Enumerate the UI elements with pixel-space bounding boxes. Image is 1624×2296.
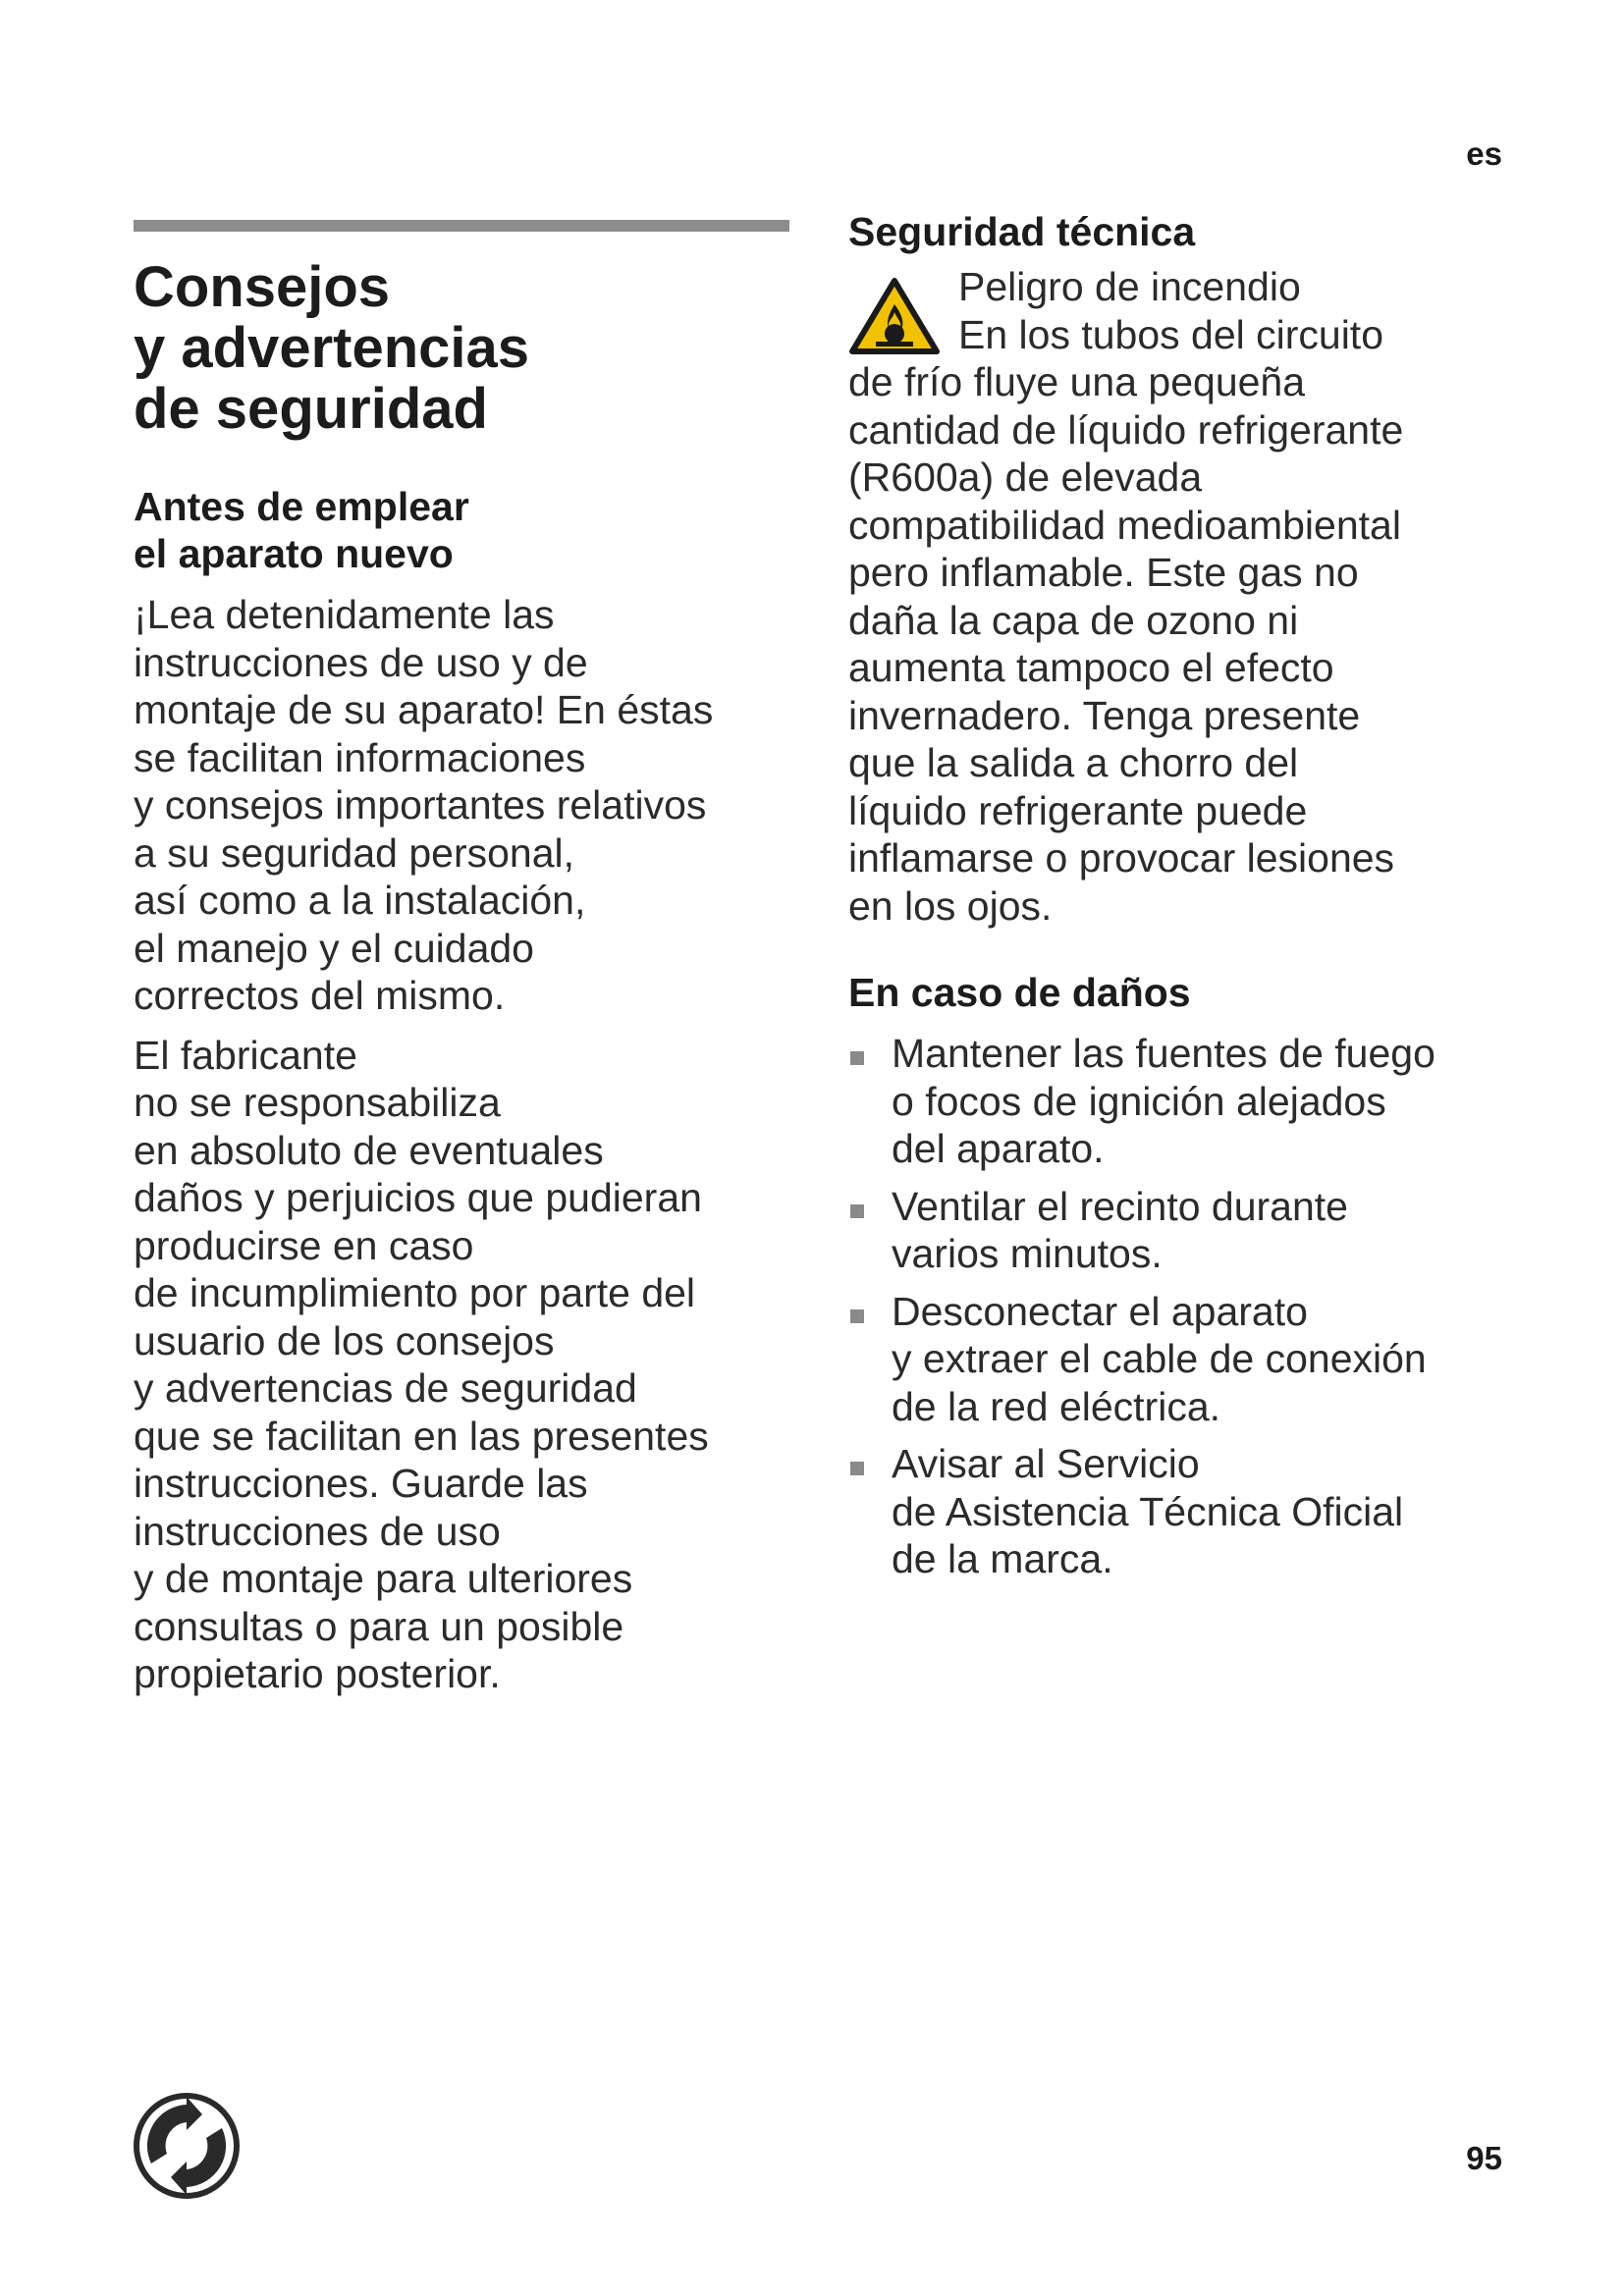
fire-warning-icon (848, 277, 941, 355)
section-divider-bar (134, 220, 789, 232)
damage-steps-list (848, 1030, 1516, 1583)
warning-text: En los tubos del circuito de frío fluye una pequeña cantidad de líquido refrigerante (R600a) de elevada compatibilidad medioambiental pero inflamable. Este gas no daña la capa de ozono ni aumenta tampoco el efecto invernadero. Tenga presente que la salida a chorro del líquido refrigerante puede inflamarse o provocar lesiones en los ojos. (848, 311, 1404, 929)
bullet-square-icon (850, 1204, 864, 1218)
list-item-text: Ventilar el recinto durante varios minutos. (892, 1183, 1348, 1276)
fire-warning-block (848, 263, 1516, 930)
list-item (848, 1183, 1516, 1278)
page-title: Consejos y advertencias de seguridad (134, 255, 530, 441)
intro-paragraph: ¡Lea detenidamente las instrucciones de uso y de montaje de su aparato! En éstas se facilitan informaciones y consejos importantes relativos a su seguridad personal, así como a la instalación, el manejo y el cuidado correctos del mismo. (134, 592, 714, 1018)
list-item-text: Avisar al Servicio de Asistencia Técnica Oficial de la marca. (892, 1441, 1404, 1581)
section-heading-before-use: Antes de emplear el aparato nuevo (134, 484, 469, 576)
green-dot-recycling-icon (132, 2091, 242, 2201)
list-item (848, 1288, 1516, 1431)
list-item (848, 1030, 1516, 1173)
section-heading-damage: En caso de daños (848, 970, 1191, 1015)
warning-title: Peligro de incendio (958, 264, 1301, 309)
bullet-square-icon (850, 1309, 864, 1323)
bullet-square-icon (850, 1051, 864, 1065)
right-column (848, 208, 1516, 1593)
list-item (848, 1440, 1516, 1583)
section-heading-technical-safety: Seguridad técnica (848, 209, 1196, 254)
page-number: 95 (1466, 2140, 1502, 2176)
list-item-text: Desconectar el aparato y extraer el cable de conexión de la red eléctrica. (892, 1288, 1427, 1429)
left-column (134, 220, 789, 1710)
language-label: es (1466, 135, 1502, 172)
bullet-square-icon (850, 1462, 864, 1475)
list-item-text: Mantener las fuentes de fuego o focos de ignición alejados del aparato. (892, 1031, 1435, 1171)
liability-paragraph: El fabricante no se responsabiliza en absoluto de eventuales daños y perjuicios que pudieran producirse en caso de incumplimiento por parte del usuario de los consejos y advertencias de seguridad que se facilitan en las presentes instrucciones. Guarde las instrucciones de uso y de montaje para ulteriores consultas o para un posible propietario posterior. (134, 1032, 709, 1696)
